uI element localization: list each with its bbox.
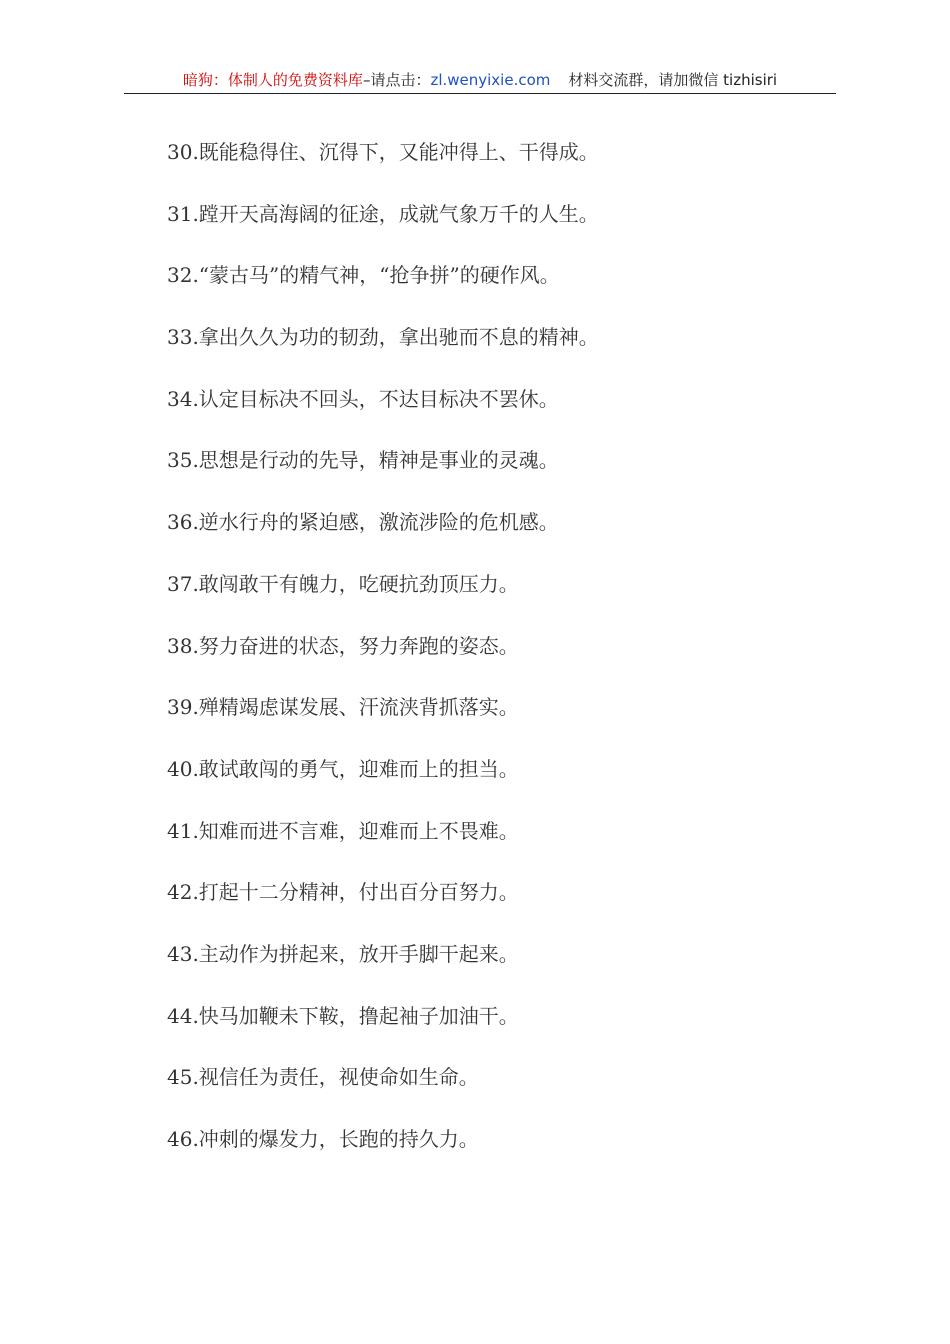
list-item: 36.逆水行舟的紧迫感，激流涉险的危机感。 — [167, 510, 559, 535]
list-item: 43.主动作为拼起来，放开手脚干起来。 — [167, 941, 519, 966]
list-item: 35.思想是行动的先导，精神是事业的灵魂。 — [167, 448, 559, 473]
page-header — [124, 70, 836, 94]
slogan-list — [167, 136, 599, 1185]
list-item: 42.打起十二分精神，付出百分百努力。 — [167, 880, 519, 905]
list-item: 34.认定目标决不回头，不达目标决不罢休。 — [167, 386, 559, 411]
list-item: 44.快马加鞭未下鞍，撸起袖子加油干。 — [167, 1003, 519, 1028]
list-item: 45.视信任为责任，视使命如生命。 — [167, 1065, 479, 1090]
list-item: 32.“蒙古马”的精气神，“抢争拼”的硬作风。 — [167, 263, 560, 288]
site-name: 暗狗：体制人的免费资料库 — [182, 71, 363, 89]
list-item: 41.知难而进不言难，迎难而上不畏难。 — [167, 818, 519, 843]
wechat-note: 材料交流群，请加微信 tizhisiri — [568, 71, 778, 89]
list-item: 39.殚精竭虑谋发展、汗流浃背抓落实。 — [167, 695, 519, 720]
list-item: 40.敢试敢闯的勇气，迎难而上的担当。 — [167, 756, 519, 781]
list-item: 46.冲刺的爆发力，长跑的持久力。 — [167, 1127, 479, 1151]
list-item: 37.敢闯敢干有魄力，吃硬抗劲顶压力。 — [167, 571, 519, 596]
list-item: 30.既能稳得住、沉得下，又能冲得上、干得成。 — [167, 140, 599, 164]
site-url-link[interactable]: zl.wenyixie.com — [430, 71, 551, 89]
list-item: 31.蹚开天高海阔的征途，成就气象万千的人生。 — [167, 201, 599, 226]
list-item: 33.拿出久久为功的韧劲，拿出驰而不息的精神。 — [167, 325, 599, 350]
list-item: 38.努力奋进的状态，努力奔跑的姿态。 — [167, 633, 519, 658]
click-prompt: –请点击： — [362, 71, 431, 89]
